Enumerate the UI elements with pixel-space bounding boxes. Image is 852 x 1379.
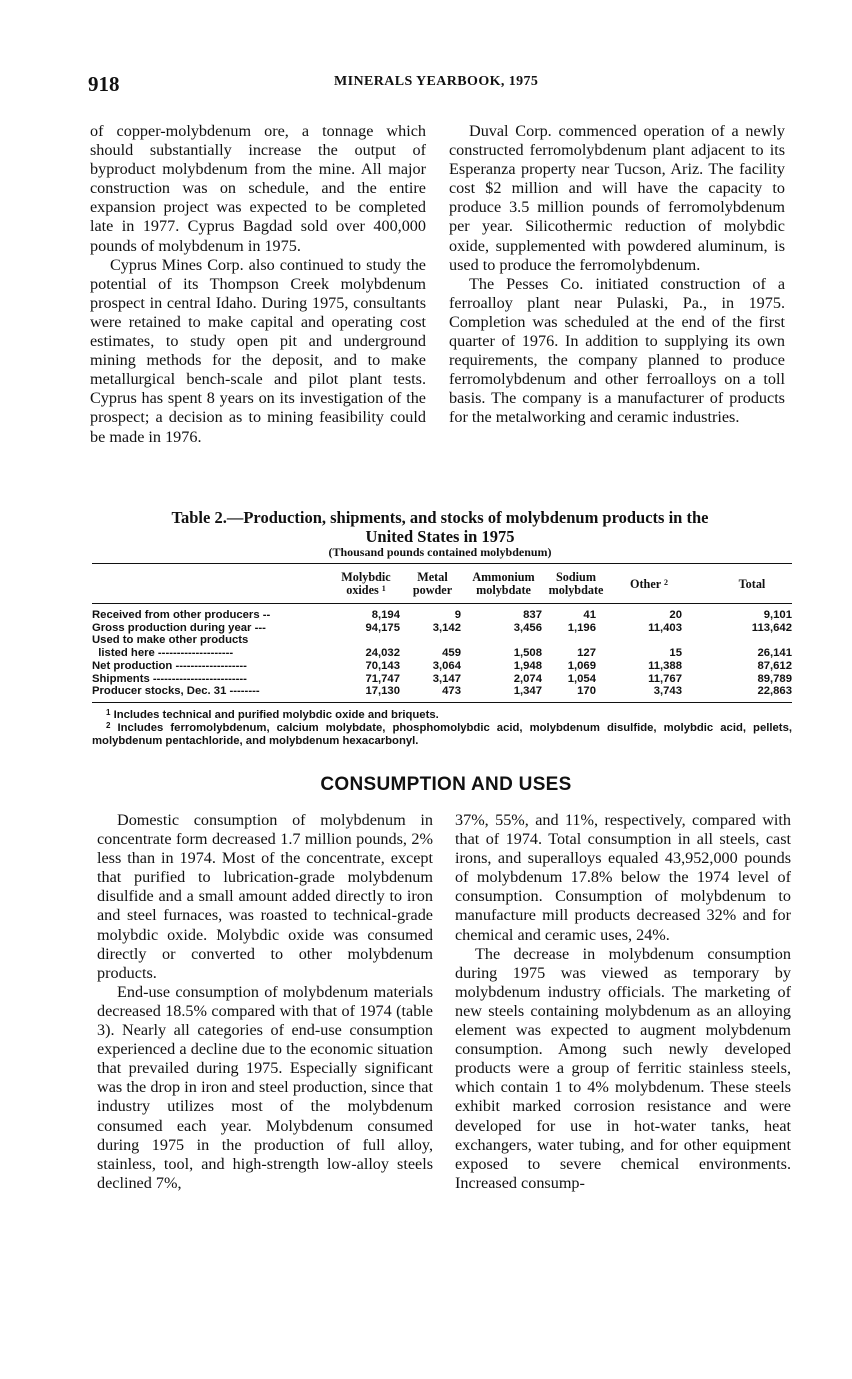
table-cell: 3,142 xyxy=(432,621,461,634)
table-cell xyxy=(542,634,610,647)
table-cell: 71,747 xyxy=(365,672,400,685)
table-cell: 170 xyxy=(577,685,596,698)
table-cell: 94,175 xyxy=(365,621,400,634)
table-cell: 837 xyxy=(523,609,542,621)
header-line: powder xyxy=(412,583,453,597)
paragraph: 37%, 55%, and 11%, respectively, compared with that of 1974. Total consumption in all steels, cast irons, and superalloys equaled 43,952,000 pounds of molybdenum 17.8% below the 1974 level of consumption. Consumption of molybdenum to manufacture mill products decreased 32% and for chemical and ceramic uses, 24%. xyxy=(455,811,791,944)
table-cell: 1,948 xyxy=(513,659,542,672)
header-line: molybdate xyxy=(476,583,531,597)
table-cell xyxy=(465,634,542,647)
table-header-row xyxy=(92,564,792,604)
paragraph: The decrease in molybdenum consumption during 1975 was viewed as temporary by molybdenum industry officials. The marketing of new steels containing molybdenum as an alloying element was expected to augment molybdenum consumption. Among such newly developed products were a group of ferritic stainless steels, which contain 1 to 4% molybdenum. These steels exhibit marked corrosion resistance and were developed for use in hot-water tanks, heat exchangers, water tubing, and for other equipment exposed to severe chemical environments. Increased consump- xyxy=(455,944,791,1192)
table-title xyxy=(90,508,790,546)
table-cell: 87,612 xyxy=(757,659,792,672)
table-cell: 89,789 xyxy=(757,672,792,685)
bottom-right-column xyxy=(455,811,791,1193)
table-header-cell xyxy=(332,564,400,604)
table-cell: 8,194 xyxy=(371,609,400,621)
table-cell: 1,196 xyxy=(567,621,596,634)
table-row xyxy=(92,634,792,647)
bottom-left-column xyxy=(97,811,433,1193)
running-title: MINERALS YEARBOOK, 1975 xyxy=(334,74,539,89)
row-label: listed here -------------------- xyxy=(92,647,234,660)
paragraph: Domestic consumption of molybdenum in concentrate form decreased 1.7 million pounds, 2% less than in 1974. Most of the concentrate, except that purified to lubrication-grade molybdenum disulfide and a small amount added directly to iron and steel furnaces, was roasted to technical-grade molybdic oxide. Molybdic oxide was consumed directly or converted to other molybdenum products. xyxy=(97,811,433,982)
table-cell xyxy=(688,634,792,647)
row-label: Gross production during year --- xyxy=(92,621,266,634)
table-cell: 24,032 xyxy=(365,647,400,660)
table-cell: 1,347 xyxy=(513,685,542,698)
table-cell: 41 xyxy=(583,609,596,621)
table-cell xyxy=(332,634,400,647)
section-heading: CONSUMPTION AND USES xyxy=(320,774,572,795)
top-left-column xyxy=(90,122,426,447)
table-row xyxy=(92,647,792,660)
table-cell: 17,130 xyxy=(365,685,400,698)
table-cell: 1,069 xyxy=(567,659,596,672)
footnote-mark: 1 xyxy=(106,708,111,717)
table-row xyxy=(92,660,792,673)
table-cell: 20 xyxy=(669,609,682,621)
paragraph: The Pesses Co. initiated construction of a ferroalloy plant near Pulaski, Pa., in 1975. Completion was scheduled at the end of the first quarter of 1976. In addition to supplying its own requirements, the company planned to produce ferromolybdenum and other ferroalloys on a toll basis. The company is a manufacturer of products for the metalworking and ceramic industries. xyxy=(449,274,785,427)
table-title-line: Table 2.—Production, shipments, and stocks of molybdenum products in the xyxy=(171,508,709,527)
header-line: oxides xyxy=(346,583,379,597)
row-label: Producer stocks, Dec. 31 -------- xyxy=(92,685,260,698)
header-line: molybdate xyxy=(548,583,604,597)
table-header-cell xyxy=(688,564,792,604)
footnote xyxy=(92,709,792,722)
table-cell: 9 xyxy=(454,609,461,621)
paragraph: End-use consumption of molybdenum materials decreased 18.5% compared with that of 1974 (table 3). Nearly all categories of end-use consumption experienced a decline due to the economic situation that prevailed during 1975. Especially significant was the drop in iron and steel production, since that industry utilizes most of the molybdenum consumed each year. Molybdenum consumed during 1975 in the production of full alloy, stainless, tool, and high-strength low-alloy steels declined 7%, xyxy=(97,982,433,1192)
table-cell: 70,143 xyxy=(365,659,400,672)
paragraph: Cyprus Mines Corp. also continued to study the potential of its Thompson Creek molybdenum prospect in central Idaho. During 1975, consultants were retained to make capital and operating cost estimates, to study open pit and underground mining methods for the deposit, and to make metallurgical bench-scale and pilot plant tests. Cyprus has spent 8 years on its investigation of the prospect; a decision as to mining feasibility could be made in 1976. xyxy=(90,255,426,446)
footnote xyxy=(92,722,792,748)
row-label: Received from other producers -- xyxy=(92,609,271,621)
data-table xyxy=(92,563,792,703)
table-footnotes xyxy=(92,709,792,748)
table-cell: 3,456 xyxy=(513,621,542,634)
table-cell: 9,101 xyxy=(763,609,792,621)
header-line: Metal xyxy=(417,570,448,584)
table-cell: 3,743 xyxy=(653,685,682,698)
top-right-column xyxy=(449,122,785,428)
footnote-mark: 1 xyxy=(381,584,386,593)
header-line: Sodium xyxy=(556,570,596,584)
footnote-mark: 2 xyxy=(106,721,111,730)
table-cell: 3,147 xyxy=(432,672,461,685)
table-cell: 1,508 xyxy=(513,647,542,660)
table-body xyxy=(92,604,792,703)
paragraph: Duval Corp. commenced operation of a newly constructed ferromolybdenum plant adjacent to its Esperanza property near Tucson, Ariz. The facility cost $2 million and will have the capacity to produce 3.5 million pounds of ferromolybdenum per year. Silicothermic reduction of molybdic oxide, supplemented with powdered aluminum, is used to produce the ferromolybdenum. xyxy=(449,122,785,274)
table-header-cell xyxy=(610,564,688,604)
table-cell: 11,403 xyxy=(648,621,682,634)
row-label: Net production ------------------- xyxy=(92,659,247,672)
table-cell: 22,863 xyxy=(757,685,792,698)
table-cell: 473 xyxy=(442,685,461,698)
header-line: Total xyxy=(738,576,766,591)
table-header-cell xyxy=(400,564,465,604)
table-title-line: United States in 1975 xyxy=(365,527,515,546)
table-cell: 2,074 xyxy=(513,672,542,685)
header-line: Ammonium xyxy=(472,570,535,584)
table-cell xyxy=(610,634,688,647)
footnote-text: Includes ferromolybdenum, calcium molybdate, phosphomolybdic acid, molybdenum disulfide, molybdic acid, pellets, molybdenum pentachloride, and molybdenum hexacarbonyl. xyxy=(92,722,792,747)
table-row xyxy=(92,622,792,635)
table-header-cell xyxy=(465,564,542,604)
table-cell: 3,064 xyxy=(432,659,461,672)
table-row xyxy=(92,604,792,622)
header-line: Other xyxy=(630,576,661,591)
table-header-blank xyxy=(92,564,332,604)
footnote-mark: 2 xyxy=(663,577,668,587)
page-number: 918 xyxy=(88,72,120,96)
table-cell: 459 xyxy=(442,647,461,660)
table-cell: 11,388 xyxy=(648,659,682,672)
table-cell: 11,767 xyxy=(648,672,682,685)
table-cell: 113,642 xyxy=(751,621,792,634)
table-cell: 127 xyxy=(577,647,596,660)
table-cell xyxy=(400,634,465,647)
footnote-text: Includes technical and purified molybdic oxide and briquets. xyxy=(113,709,439,721)
table-row xyxy=(92,685,792,702)
table-cell: 26,141 xyxy=(757,647,792,660)
table-cell: 1,054 xyxy=(567,672,596,685)
table-unit: (Thousand pounds contained molybdenum) xyxy=(328,545,552,559)
table-header-cell xyxy=(542,564,610,604)
table-cell: 15 xyxy=(669,647,682,660)
row-label: Shipments ------------------------- xyxy=(92,672,247,685)
paragraph: of copper-molybdenum ore, a tonnage which should substantially increase the output of byproduct molybdenum from the mine. All major construction was on schedule, and the entire expansion project was expected to be completed late in 1977. Cyprus Bagdad sold over 400,000 pounds of molybdenum in 1975. xyxy=(90,122,426,255)
row-label: Used to make other products xyxy=(92,634,249,647)
header-line: Molybdic xyxy=(341,570,391,584)
table-row xyxy=(92,673,792,686)
